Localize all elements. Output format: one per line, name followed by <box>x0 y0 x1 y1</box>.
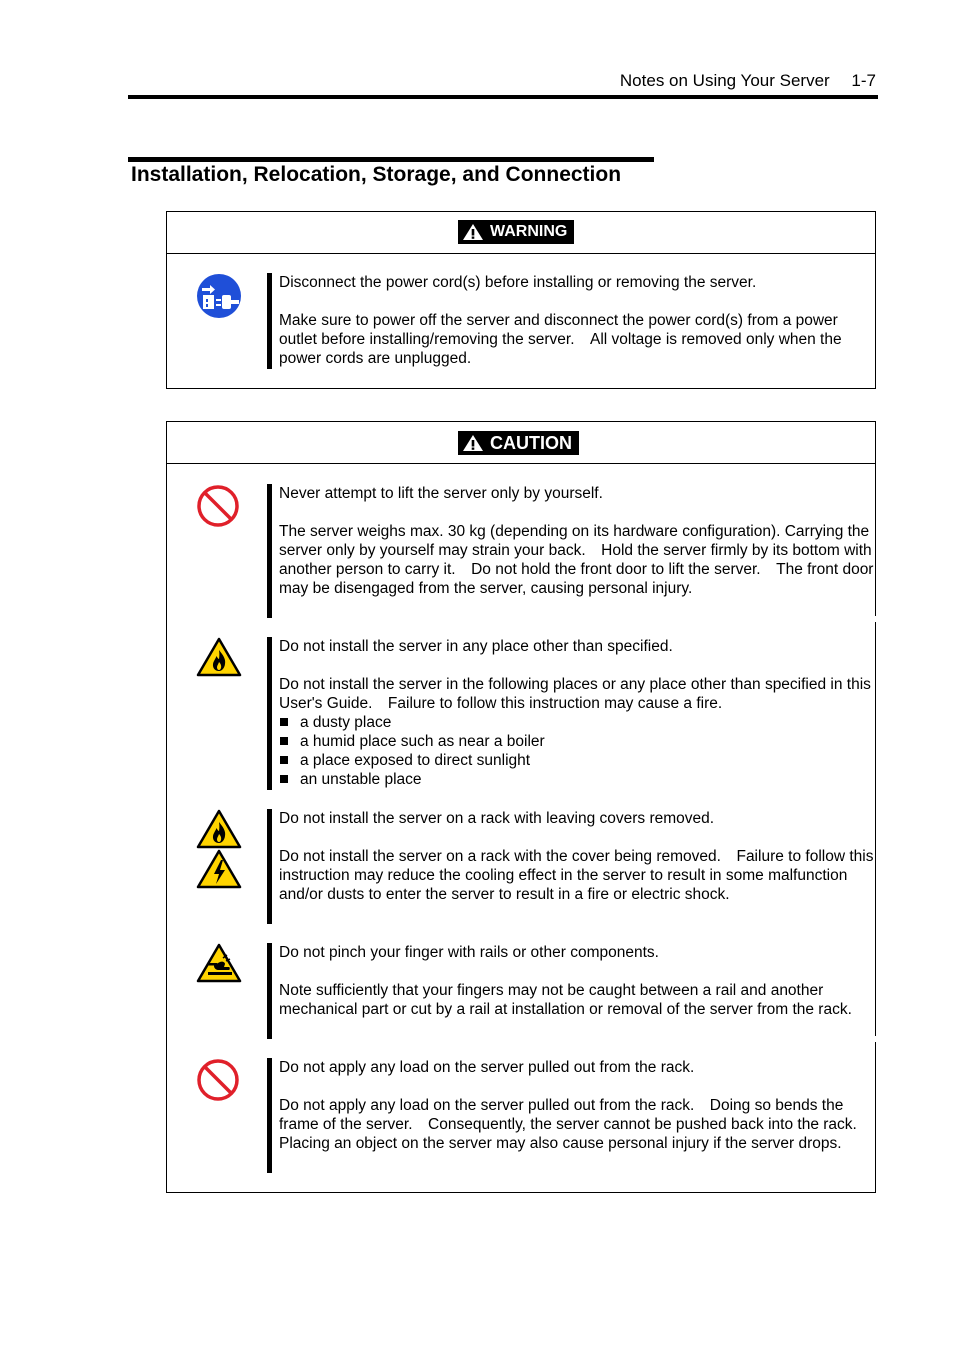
list-item: an unstable place <box>279 770 879 789</box>
entry-title: Do not apply any load on the server pulled out from the rack. <box>279 1059 695 1076</box>
electric-shock-icon <box>196 849 242 889</box>
entry-body: Note sufficiently that your fingers may not be caught between a rail and another mechanical part or cut by a rail at installation or removal of the server from the rack. <box>279 982 852 1018</box>
caution-entry-text <box>267 637 879 790</box>
entry-body: Do not install the server on a rack with the cover being removed. Failure to follow this instruction may reduce the cooling effect in the server to result in some malfunction and/or dusts to enter the server to result in a fire or electric shock. <box>279 848 874 903</box>
warning-box-header <box>167 212 875 254</box>
entry-title: Do not pinch your finger with rails or other components. <box>279 944 659 961</box>
entry-title: Do not install the server on a rack with leaving covers removed. <box>279 810 715 827</box>
warning-badge <box>458 220 574 244</box>
bullet-list <box>279 713 879 789</box>
warning-badge-label: WARNING <box>490 223 568 240</box>
fire-hazard-icon <box>196 809 242 849</box>
alert-triangle-icon <box>462 434 484 452</box>
prohibited-icon <box>196 484 240 528</box>
entry-body: Do not install the server in the following places or any place other than specified in this User's Guide. Failure to follow this instruction may cause a fire. <box>279 676 871 712</box>
section-rule <box>128 157 654 162</box>
caution-entry-text <box>267 943 879 1039</box>
caution-entry-text <box>267 484 879 618</box>
warning-entry-text <box>267 273 879 369</box>
entry-body: Do not apply any load on the server pulled out from the rack. Doing so bends the frame of the server. Consequently, the server cannot be pushed back into the rack. Placing an object on the server may also cause personal injury if the server drops. <box>279 1097 873 1152</box>
prohibited-icon <box>196 1058 240 1102</box>
list-item: a humid place such as near a boiler <box>279 732 879 751</box>
alert-triangle-icon <box>462 223 484 241</box>
list-item: a place exposed to direct sunlight <box>279 751 879 770</box>
finger-pinch-icon <box>196 943 242 983</box>
header-rule <box>128 95 878 99</box>
entry-title: Do not install the server in any place other than specified. <box>279 638 673 655</box>
warning-box <box>166 211 876 389</box>
caution-box-header <box>167 422 875 464</box>
entry-title: Never attempt to lift the server only by yourself. <box>279 485 603 502</box>
fire-hazard-icon <box>196 637 242 677</box>
unplug-power-cord-icon <box>196 273 242 319</box>
entry-body: The server weighs max. 30 kg (depending on its hardware configuration). Carrying the server only by yourself may strain your back. Hold the server firmly by its bottom with another person to carry it. Do not hold the front door to lift the server. The front door may be disengaged from the server, causing personal injury. <box>279 523 874 597</box>
caution-badge <box>458 431 579 455</box>
caution-badge-label: CAUTION <box>490 432 572 453</box>
running-header: Notes on Using Your Server 1-7 <box>619 71 876 90</box>
caution-box <box>166 421 876 1193</box>
entry-body: Make sure to power off the server and disconnect the power cord(s) from a power outlet before installing/removing the server. All voltage is removed only when the power cords are unplugged. <box>279 312 842 367</box>
section-title: Installation, Relocation, Storage, and Connection <box>131 163 622 186</box>
caution-entry-text <box>267 1058 879 1173</box>
caution-entry-text <box>267 809 879 924</box>
entry-title: Disconnect the power cord(s) before installing or removing the server. <box>279 274 757 291</box>
list-item: a dusty place <box>279 713 879 732</box>
